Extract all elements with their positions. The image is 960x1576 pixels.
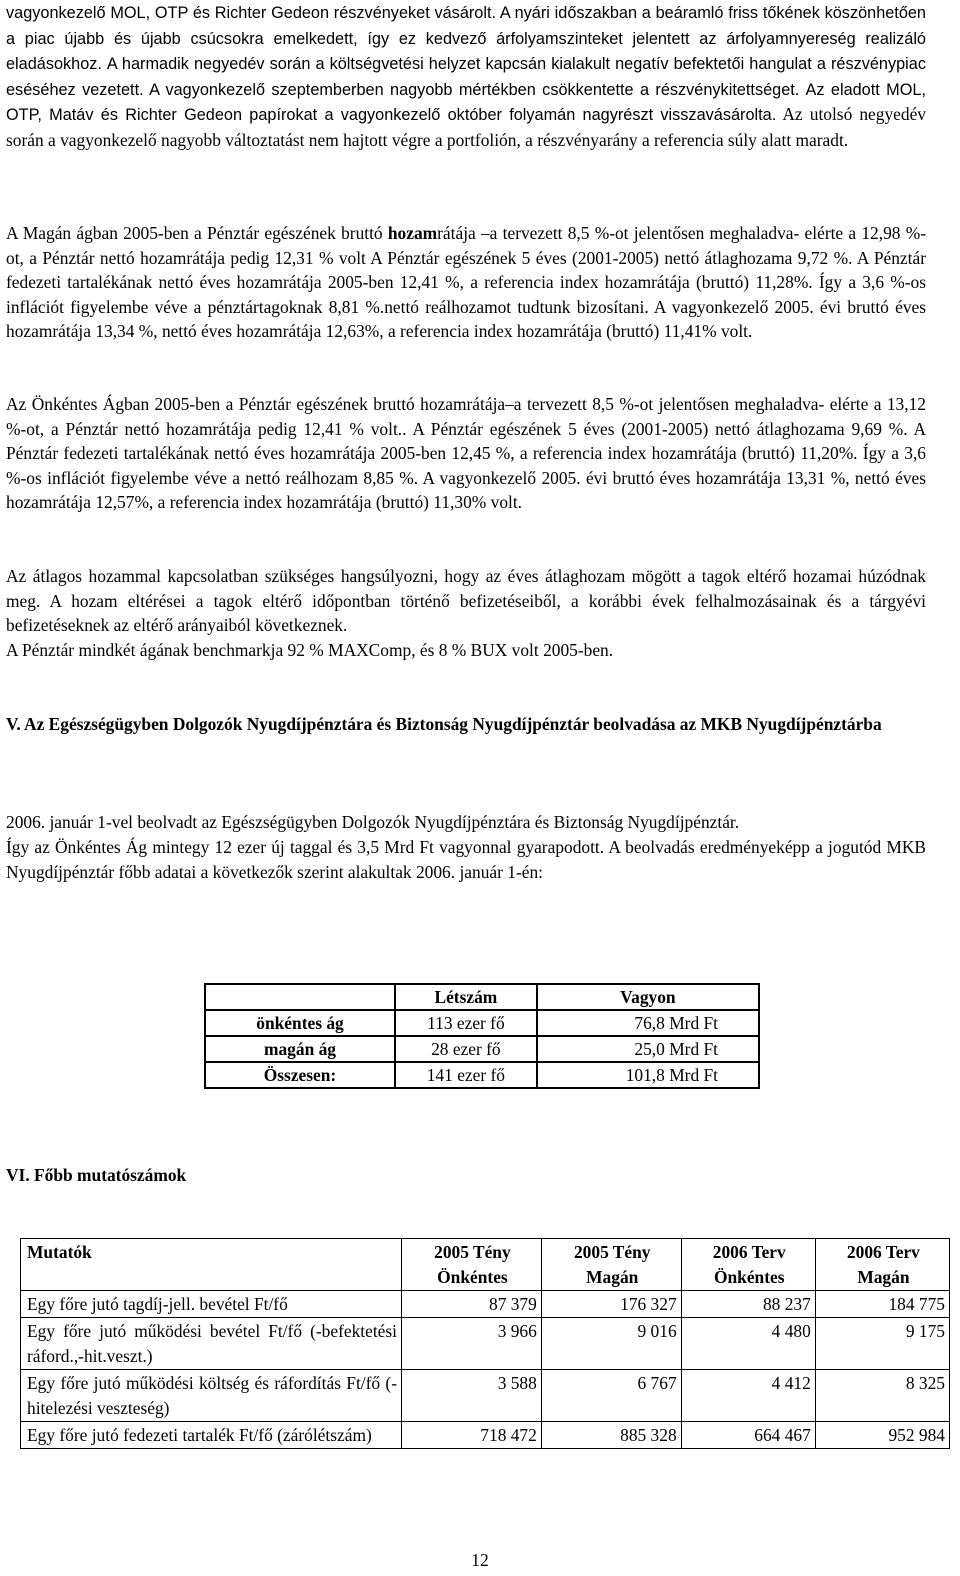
table-row <box>21 1291 950 1318</box>
metrics-cell: 9 175 <box>815 1318 949 1370</box>
metrics-cell: 8 325 <box>815 1370 949 1422</box>
summary-row-label: Összesen: <box>205 1062 395 1088</box>
metrics-header-line2: Magán <box>857 1267 910 1287</box>
metrics-header-line1: 2006 Terv <box>712 1242 786 1262</box>
summary-row-label: magán ág <box>205 1036 395 1062</box>
summary-table-header-row <box>205 984 759 1010</box>
metrics-table <box>20 1238 950 1449</box>
summary-table-header-cell <box>205 984 395 1010</box>
metrics-table-header-row <box>21 1239 950 1291</box>
metrics-cell: 3 588 <box>402 1370 542 1422</box>
section-5-paragraph-2: Így az Önkéntes Ág mintegy 12 ezer új taggal és 3,5 Mrd Ft vagyonnal gyarapodott. A beolvadás eredményeképp a jogutód MKB Nyugdíjpénztár főbb adatai a következők szerint alakultak 2006. január 1-én: <box>6 837 926 882</box>
paragraph-private-branch-post: rátája –a tervezett 8,5 %-ot jelentősen meghaladva- elérte a 12,98 %-ot, a Pénztár nettó hozamrátája pedig 12,31 % volt A Pénztár egészének 5 éves (2001-2005) nettó átlaghozama 9,72 %. A Pénztár fedezeti tartalékának nettó éves hozamrátája 2005-ben 12,41 %, a referencia index hozamrátája (bruttó) 11,28%. Így a 3,6 %-os inflációt figyelembe véve a pénztártagoknak 8,81 %.nettó reálhozamot tudtunk bizosítani. A vagyonkezelő 2005. évi bruttó éves hozamrátája 13,34 %, nettó éves hozamrátája 12,63%, a referencia index hozamrátája (bruttó) 11,41% volt. <box>6 223 926 342</box>
paragraph-private-branch-bold: hozam <box>387 223 438 243</box>
metrics-cell: 4 412 <box>681 1370 815 1422</box>
metrics-cell: 718 472 <box>402 1422 542 1449</box>
summary-row-label: önkéntes ág <box>205 1010 395 1036</box>
metrics-cell: 176 327 <box>541 1291 681 1318</box>
paragraph-stock-market-part3: Az eladott MOL, OTP, Matáv és Richter Gedeon papírokat a vagyonkezelő október folyamán nagyrészt visszavásárolta. <box>6 80 926 125</box>
metrics-header-line2: Magán <box>586 1267 639 1287</box>
metrics-header-indicators <box>21 1239 402 1291</box>
page-number: 12 <box>471 1550 489 1570</box>
metrics-cell: 664 467 <box>681 1422 815 1449</box>
metrics-row-label: Egy főre jutó működési bevétel Ft/fő (-befektetési ráford.,-hit.veszt.) <box>21 1318 402 1370</box>
metrics-header-2006-voluntary <box>681 1239 815 1291</box>
metrics-header-2006-private <box>815 1239 949 1291</box>
paragraph-stock-market-part1: vagyonkezelő MOL, OTP és Richter Gedeon részvényeket vásárolt. A nyári időszakban a beáramló friss tőkének köszönhetően a piac újabb és újabb csúcsokra emelkedett, így ez kedvező árfolyamszinteket jelentett az árfolyamnyereség realizáló eladásokhoz. <box>6 4 926 74</box>
section-6-title: VI. Főbb mutatószámok <box>6 1165 187 1185</box>
table-row <box>205 1010 759 1036</box>
summary-table <box>204 983 760 1089</box>
metrics-row-label: Egy főre jutó működési költség és ráfordítás Ft/fő (-hitelezési veszteség) <box>21 1370 402 1422</box>
metrics-cell: 87 379 <box>402 1291 542 1318</box>
summary-cell-assets: 76,8 Mrd Ft <box>537 1010 759 1036</box>
paragraph-average-yield: Az átlagos hozammal kapcsolatban szükséges hangsúlyozni, hogy az éves átlaghozam mögött a tagok eltérő hozamai húzódnak meg. A hozam eltérései a tagok eltérő időpontban történő befizetéseiből, a korábbi évek felhalmozásainak és a tárgyévi befizetéseknek az eltérő arányaiból következnek. <box>6 566 926 636</box>
paragraph-stock-market-part2: A harmadik negyedév során a költségvetési helyzet kapcsán kialakult negatív befektetői hangulat a részvénypiac eséséhez vezetett. A vagyonkezelő szeptemberben nagyobb mértékben csökkentette a részvénykitettséget. <box>6 55 926 99</box>
paragraph-stock-market <box>6 0 926 153</box>
metrics-header-2005-voluntary <box>402 1239 542 1291</box>
metrics-cell: 3 966 <box>402 1318 542 1370</box>
table-row <box>21 1318 950 1370</box>
paragraph-voluntary-branch: Az Önkéntes Ágban 2005-ben a Pénztár egészének bruttó hozamrátája–a tervezett 8,5 %-ot jelentősen meghaladva- elérte a 13,12 %-ot, a Pénztár nettó hozamrátája pedig 12,41 % volt.. A Pénztár egészének 5 éves (2001-2005) nettó átlaghozama 9,69 %. A Pénztár fedezeti tartalékának nettó éves hozamrátája 2005-ben 12,45 %, a referencia index hozamrátája (bruttó) 11,20%. Így a 3,6 %-os inflációt figyelembe véve a nettó reálhozam 8,85 %. A vagyonkezelő 2005. évi bruttó éves hozamrátája 13,31 %, nettó éves hozamrátája 12,57%, a referencia index hozamrátája (bruttó) 11,30% volt. <box>6 394 926 513</box>
paragraph-stock-market-part4: Az utolsó negyedév során a vagyonkezelő nagyobb változtatást nem hajtott végre a portfolión, a részvényarány a referencia súly alatt maradt. <box>6 104 926 150</box>
metrics-header-2005-private <box>541 1239 681 1291</box>
metrics-row-label: Egy főre jutó fedezeti tartalék Ft/fő (zárólétszám) <box>21 1422 402 1449</box>
paragraph-private-branch-pre: A Magán ágban 2005-ben a Pénztár egészének bruttó <box>6 223 388 243</box>
table-row <box>21 1422 950 1449</box>
section-5-paragraph-1: 2006. január 1-vel beolvadt az Egészségügyben Dolgozók Nyugdíjpénztára és Biztonság Nyugdíjpénztár. <box>6 812 740 832</box>
metrics-cell: 88 237 <box>681 1291 815 1318</box>
metrics-cell: 952 984 <box>815 1422 949 1449</box>
summary-cell-headcount: 113 ezer fő <box>395 1010 537 1036</box>
summary-table-header-cell: Létszám <box>395 984 537 1010</box>
metrics-cell: 4 480 <box>681 1318 815 1370</box>
metrics-header-line2: Önkéntes <box>713 1267 785 1287</box>
table-row <box>205 1036 759 1062</box>
summary-cell-headcount: 28 ezer fő <box>395 1036 537 1062</box>
metrics-header-line1: Mutatók <box>27 1242 92 1262</box>
metrics-cell: 6 767 <box>541 1370 681 1422</box>
metrics-header-line1: 2006 Terv <box>846 1242 920 1262</box>
summary-cell-assets: 101,8 Mrd Ft <box>537 1062 759 1088</box>
summary-cell-headcount: 141 ezer fő <box>395 1062 537 1088</box>
summary-table-header-cell: Vagyon <box>537 984 759 1010</box>
paragraph-benchmark: A Pénztár mindkét ágának benchmarkja 92 % MAXComp, és 8 % BUX volt 2005-ben. <box>6 640 614 660</box>
paragraph-private-branch <box>6 221 926 344</box>
metrics-header-line1: 2005 Tény <box>573 1242 651 1262</box>
metrics-header-line1: 2005 Tény <box>434 1242 511 1262</box>
metrics-cell: 885 328 <box>541 1422 681 1449</box>
table-row <box>205 1062 759 1088</box>
summary-cell-assets: 25,0 Mrd Ft <box>537 1036 759 1062</box>
metrics-cell: 9 016 <box>541 1318 681 1370</box>
table-row <box>21 1370 950 1422</box>
metrics-cell: 184 775 <box>815 1291 949 1318</box>
metrics-row-label: Egy főre jutó tagdíj-jell. bevétel Ft/fő <box>21 1291 402 1318</box>
metrics-header-line2: Önkéntes <box>437 1267 508 1287</box>
section-5-title: V. Az Egészségügyben Dolgozók Nyugdíjpénztára és Biztonság Nyugdíjpénztár beolvadása az MKB Nyugdíjpénztárba <box>6 714 882 734</box>
